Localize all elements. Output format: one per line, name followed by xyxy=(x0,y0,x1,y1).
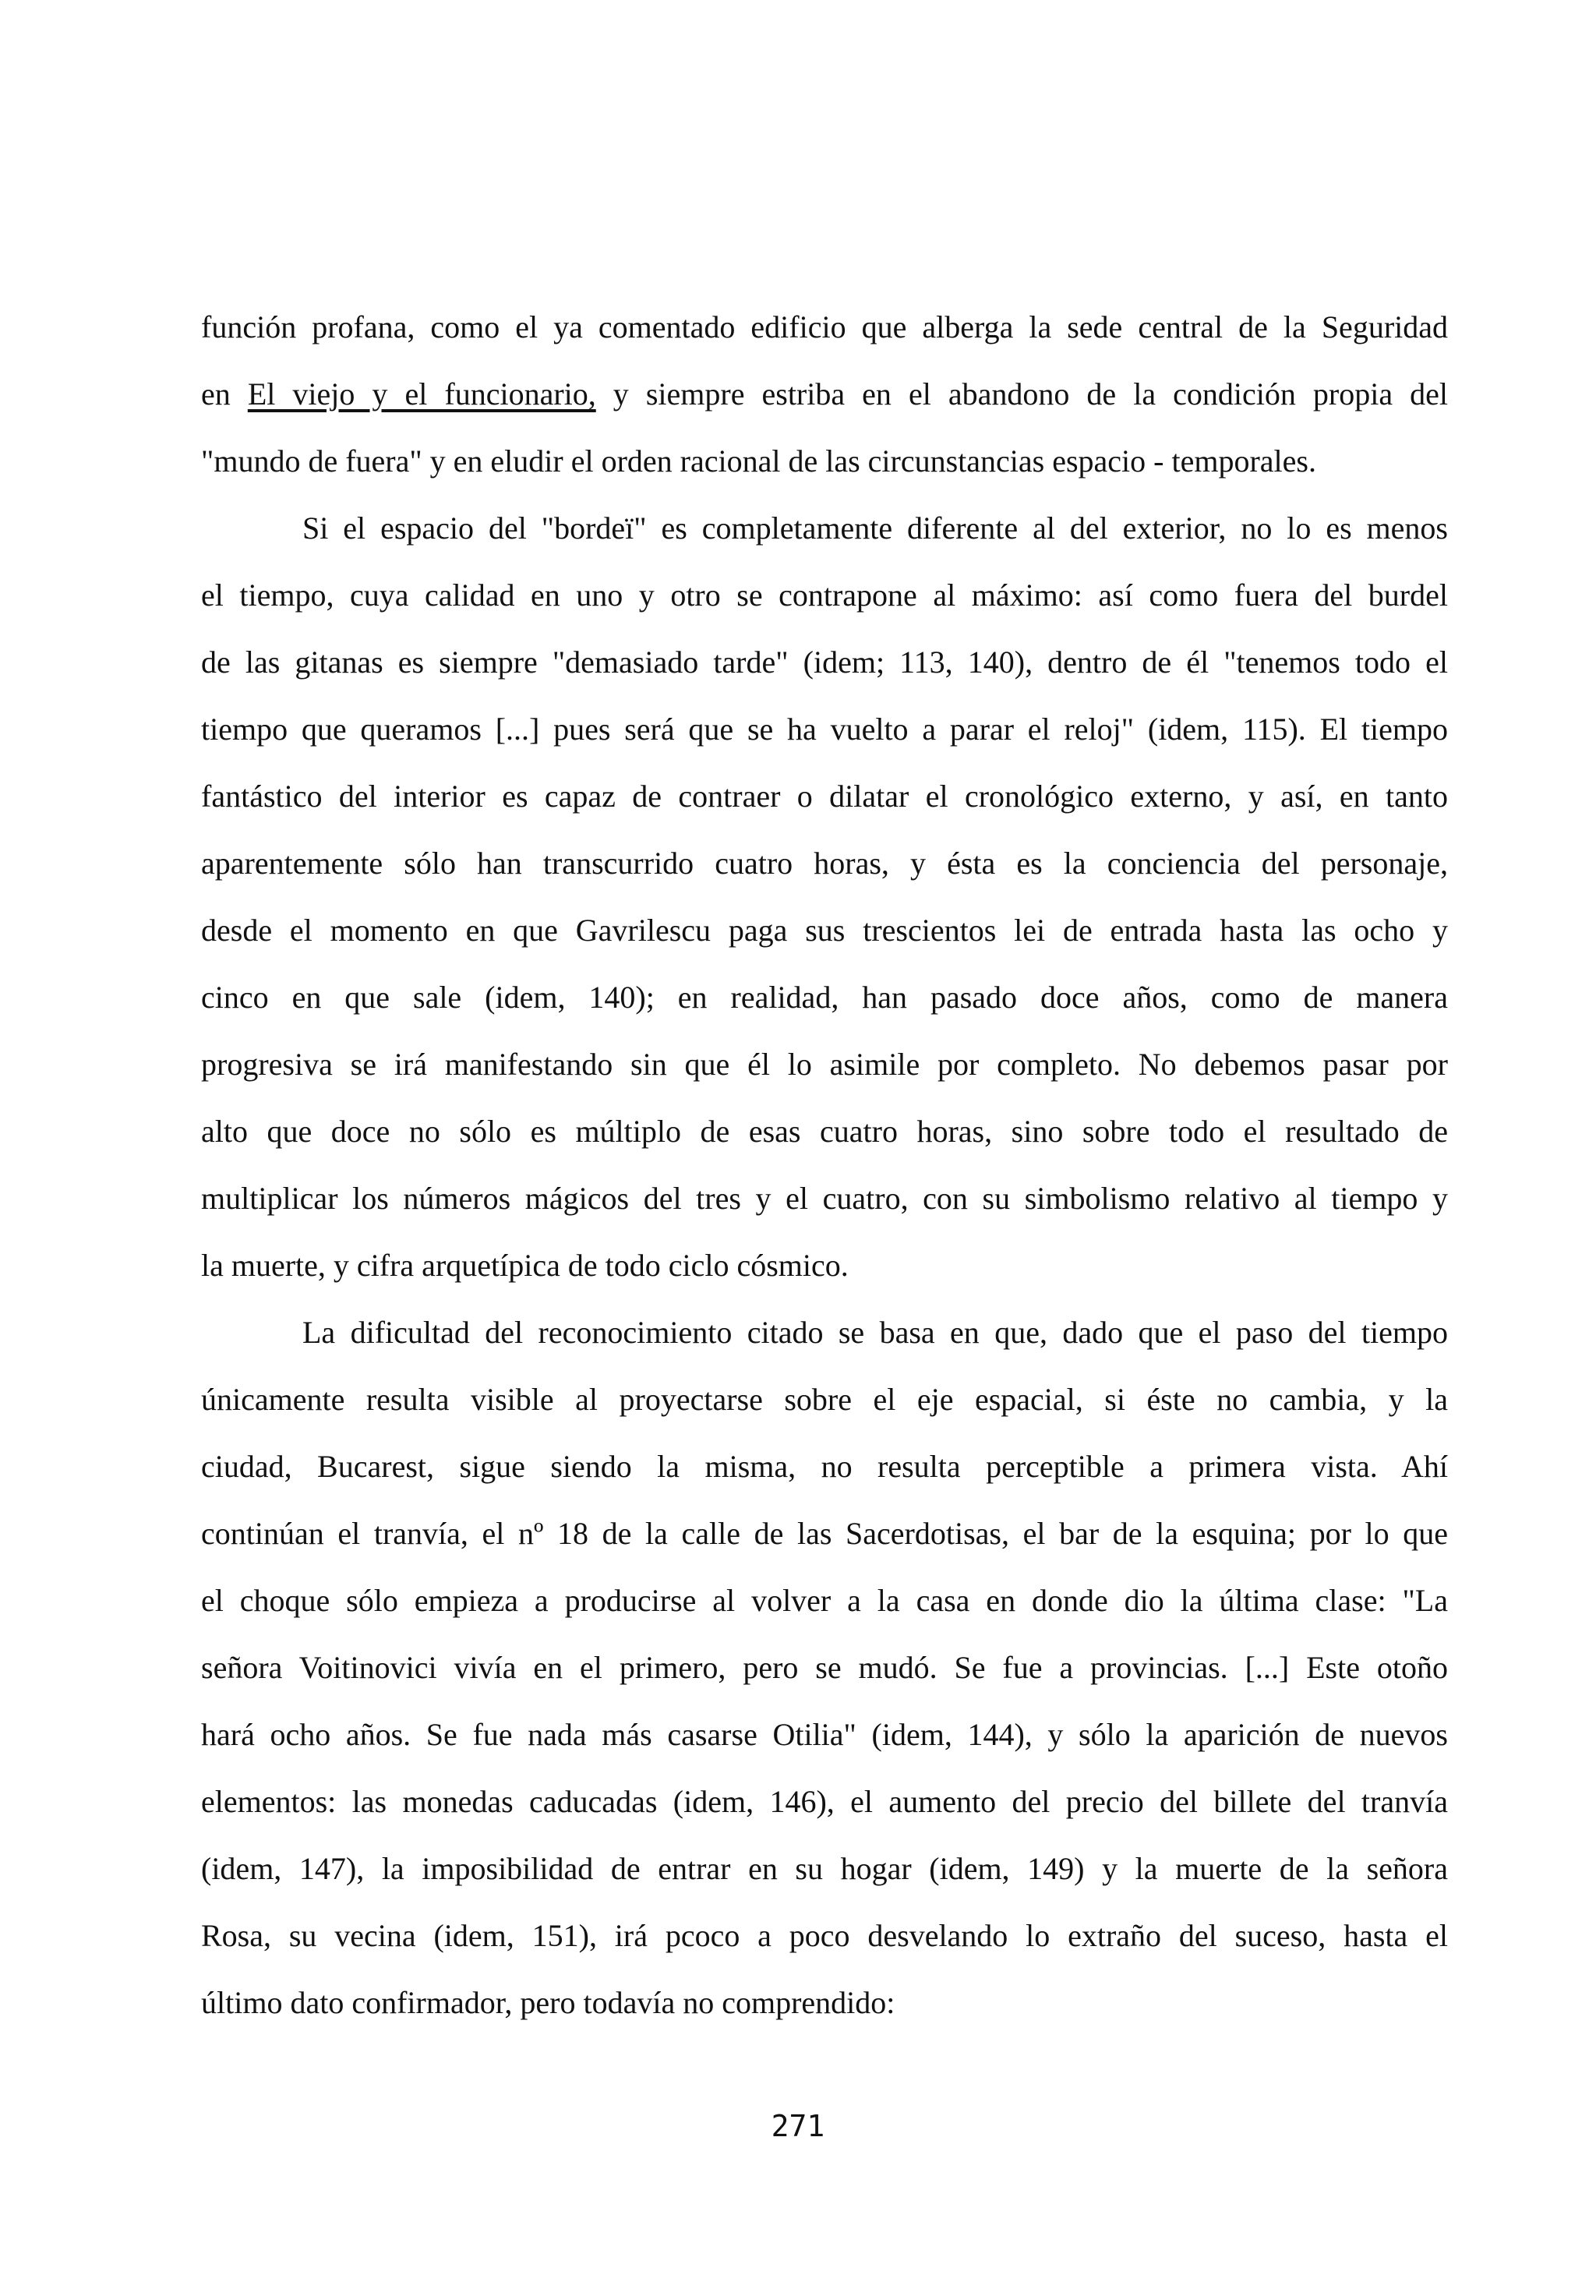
text-line: "mundo de fuera" y en eludir el orden racional de las circunstancias espacio - temporales. xyxy=(201,443,1316,479)
text-line: fantástico del interior es capaz de contraer o dilatar el cronológico externo, y así, en tanto xyxy=(201,779,1448,814)
text-line: desde el momento en que Gavrilescu paga sus trescientos lei de entrada hasta las ocho y xyxy=(201,913,1448,948)
text-line xyxy=(201,376,1448,413)
text-line: señora Voitinovici vivía en el primero, pero se mudó. Se fue a provincias. [...] Este otoño xyxy=(201,1650,1448,1685)
text-line: continúan el tranvía, el nº 18 de la calle de las Sacerdotisas, el bar de la esquina; por lo que xyxy=(201,1516,1448,1551)
text-line: de las gitanas es siempre "demasiado tarde" (idem; 113, 140), dentro de él "tenemos todo el xyxy=(201,645,1448,680)
text-line: (idem, 147), la imposibilidad de entrar en su hogar (idem, 149) y la muerte de la señora xyxy=(201,1851,1448,1886)
text-line: Rosa, su vecina (idem, 151), irá pcoco a poco desvelando lo extraño del suceso, hasta el xyxy=(201,1918,1448,1953)
text-line: último dato confirmador, pero todavía no comprendido: xyxy=(201,1985,895,2020)
text-line: alto que doce no sólo es múltiplo de esas cuatro horas, sino sobre todo el resultado de xyxy=(201,1114,1448,1149)
text-line: función profana, como el ya comentado edificio que alberga la sede central de la Seguridad xyxy=(201,309,1448,344)
text-line: progresiva se irá manifestando sin que él lo asimile por completo. No debemos pasar por xyxy=(201,1047,1448,1082)
text-fragment: en xyxy=(201,376,231,412)
text-line: hará ocho años. Se fue nada más casarse Otilia" (idem, 144), y sólo la aparición de nuevos xyxy=(201,1717,1448,1752)
text-fragment: y siempre estriba en el abandono de la condición propia del xyxy=(613,376,1448,412)
text-line: el choque sólo empieza a producirse al volver a la casa en donde dio la última clase: "La xyxy=(201,1583,1448,1618)
paragraph-first-line: La dificultad del reconocimiento citado se basa en que, dado que el paso del tiempo xyxy=(302,1315,1448,1350)
page-number: 271 xyxy=(771,2109,825,2143)
text-line: únicamente resulta visible al proyectarse sobre el eje espacial, si éste no cambia, y la xyxy=(201,1382,1448,1417)
text-line: cinco en que sale (idem, 140); en realidad, han pasado doce años, como de manera xyxy=(201,980,1448,1015)
text-line: multiplicar los números mágicos del tres y el cuatro, con su simbolismo relativo al tiempo y xyxy=(201,1181,1448,1216)
text-line: aparentemente sólo han transcurrido cuatro horas, y ésta es la conciencia del personaje, xyxy=(201,846,1448,881)
text-line: ciudad, Bucarest, sigue siendo la misma, no resulta perceptible a primera vista. Ahí xyxy=(201,1449,1448,1484)
text-line: la muerte, y cifra arquetípica de todo ciclo cósmico. xyxy=(201,1248,849,1283)
book-title: El viejo y el funcionario, xyxy=(247,376,596,412)
text-line: el tiempo, cuya calidad en uno y otro se contrapone al máximo: así como fuera del burdel xyxy=(201,578,1448,613)
paragraph-first-line: Si el espacio del "bordeï" es completamente diferente al del exterior, no lo es menos xyxy=(302,510,1448,546)
text-line: tiempo que queramos [...] pues será que se ha vuelto a parar el reloj" (idem, 115). El tiempo xyxy=(201,712,1448,747)
text-line: elementos: las monedas caducadas (idem, 146), el aumento del precio del billete del tranvía xyxy=(201,1784,1448,1819)
